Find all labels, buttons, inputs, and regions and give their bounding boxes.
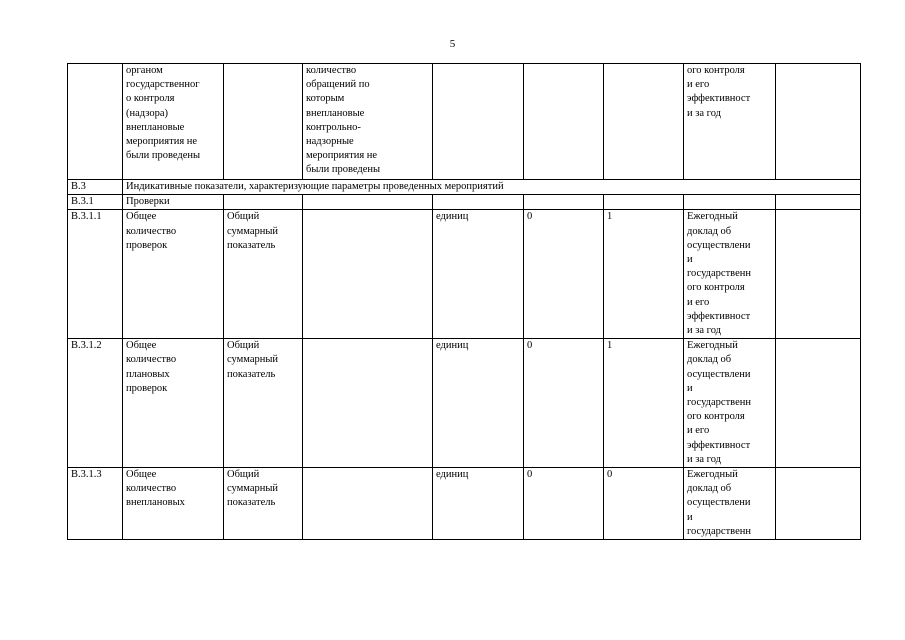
continued-base-cell — [524, 64, 604, 180]
table-row — [68, 339, 861, 468]
indicator-target-value: 1 — [604, 210, 684, 339]
indicator-unit: единиц — [433, 339, 524, 468]
indicator-target-value: 0 — [604, 468, 684, 540]
indicator-unit: единиц — [433, 468, 524, 540]
indicator-name: Общее количество внеплановых — [123, 468, 224, 540]
section-code: В.3.1 — [68, 195, 123, 210]
continued-name-cell: органом государственног о контроля (надзора) внеплановые мероприятия не были проведены — [123, 64, 224, 180]
section-title: Проверки — [123, 195, 224, 210]
indicator-source: Ежегодный доклад об осуществлени и государственн ого контроля и его эффективност и за год — [684, 210, 776, 339]
section-row-b3 — [68, 180, 861, 195]
section-row-b31 — [68, 195, 861, 210]
section-title: Индикативные показатели, характеризующие параметры проведенных мероприятий — [123, 180, 861, 195]
continued-formula-cell: количество обращений по которым внеплановые контрольно- надзорные мероприятия не были проведены — [303, 64, 433, 180]
indicator-unit: единиц — [433, 210, 524, 339]
indicator-code: В.3.1.3 — [68, 468, 123, 540]
continued-type-cell — [224, 64, 303, 180]
indicator-formula — [303, 210, 433, 339]
continued-target-cell — [604, 64, 684, 180]
indicator-type: Общий суммарный показатель — [224, 339, 303, 468]
indicator-source: Ежегодный доклад об осуществлени и государственн ого контроля и его эффективност и за год — [684, 339, 776, 468]
indicator-name: Общее количество проверок — [123, 210, 224, 339]
continued-unit-cell — [433, 64, 524, 180]
continued-source-cell: ого контроля и его эффективност и за год — [684, 64, 776, 180]
indicator-extra — [776, 210, 861, 339]
continued-row — [68, 64, 861, 180]
indicator-code: В.3.1.1 — [68, 210, 123, 339]
indicator-base-value: 0 — [524, 468, 604, 540]
indicator-code: В.3.1.2 — [68, 339, 123, 468]
indicator-base-value: 0 — [524, 210, 604, 339]
continued-code-cell — [68, 64, 123, 180]
indicator-base-value: 0 — [524, 339, 604, 468]
indicator-extra — [776, 468, 861, 540]
indicator-type: Общий суммарный показатель — [224, 210, 303, 339]
indicator-extra — [776, 339, 861, 468]
table-row — [68, 210, 861, 339]
continued-extra-cell — [776, 64, 861, 180]
indicator-type: Общий суммарный показатель — [224, 468, 303, 540]
indicator-target-value: 1 — [604, 339, 684, 468]
page-number: 5 — [449, 38, 456, 50]
indicator-name: Общее количество плановых проверок — [123, 339, 224, 468]
table-row — [68, 468, 861, 540]
section-code: В.3 — [68, 180, 123, 195]
indicator-formula — [303, 468, 433, 540]
indicators-table — [67, 63, 861, 540]
indicator-source: Ежегодный доклад об осуществлени и государственн — [684, 468, 776, 540]
indicator-formula — [303, 339, 433, 468]
